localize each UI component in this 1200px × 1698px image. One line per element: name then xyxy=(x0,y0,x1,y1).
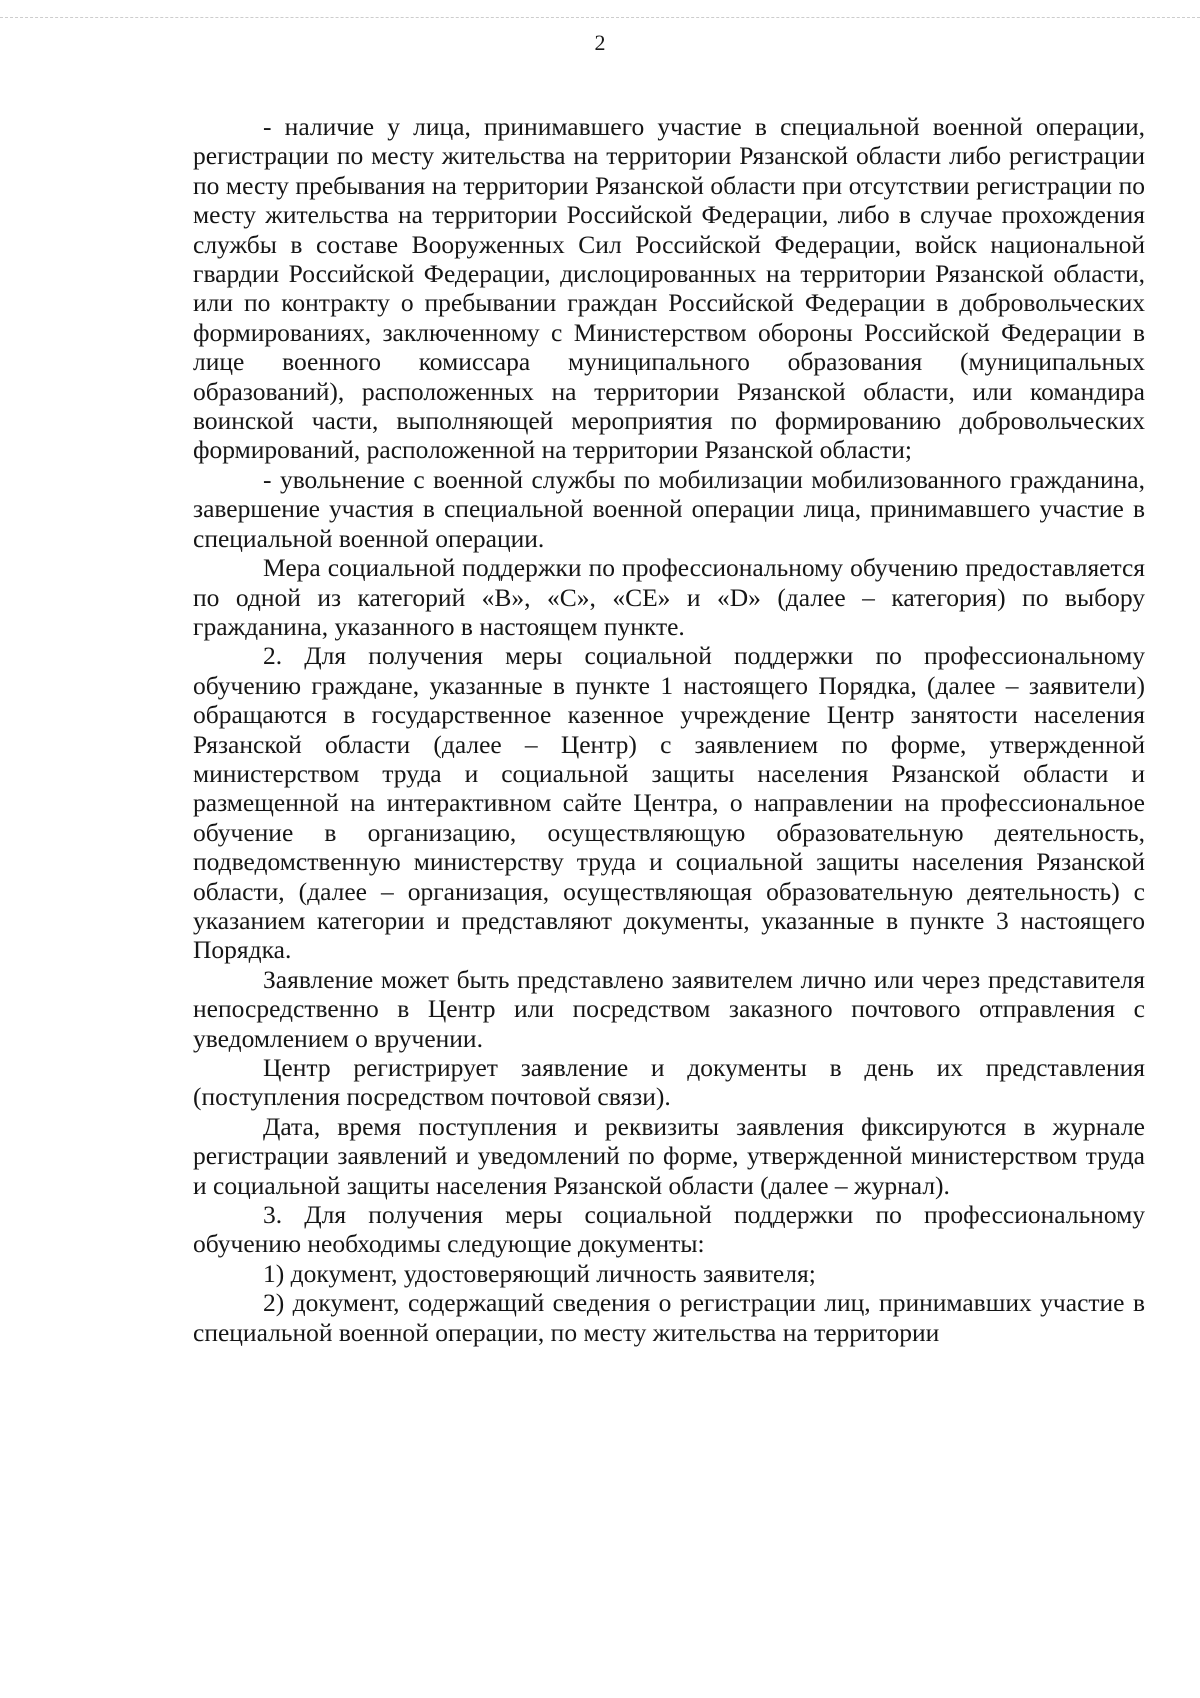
paragraph-journal-record: Дата, время поступления и реквизиты заявления фиксируются в журнале регистрации заявлений и уведомлений по форме, утвержденной министерством труда и социальной защиты населения Рязанской области (далее – журнал). xyxy=(193,1111,1145,1200)
paragraph-doc-1-identity: 1) документ, удостоверяющий личность заявителя; xyxy=(263,1258,816,1288)
paragraph-item-3-documents: 3. Для получения меры социальной поддержки по профессиональному обучению необходимы следующие документы: xyxy=(193,1200,1145,1259)
paragraph-doc-2-registration: 2) документ, содержащий сведения о регистрации лиц, принимавших участие в специальной военной операции, по месту жительства на территории xyxy=(193,1288,1145,1347)
page-number: 2 xyxy=(594,30,606,55)
paragraph-residence-condition: - наличие у лица, принимавшего участие в специальной военной операции, регистрации по месту жительства на территории Рязанской области либо регистрации по месту пребывания на территории Рязанской области при отсутствии регистрации по месту жительства на территории Российской Федерации, либо в случае прохождения службы в составе Вооруженных Сил Российской Федерации, войск национальной гвардии Российской Федерации, дислоцированных на территории Рязанской области, или по контракту о пребывании граждан Российской Федерации в добровольческих формированиях, заключенному с Министерством обороны Российской Федерации в лице военного комиссара муниципального образования (муниципальных образований), расположенных на территории Рязанской области, или командира воинской части, выполняющей мероприятия по формированию добровольческих формирований, расположенной на территории Рязанской области; xyxy=(193,112,1145,465)
paragraph-license-categories: Мера социальной поддержки по профессиональному обучению предоставляется по одной из категорий «В», «С», «СЕ» и «D» (далее – категория) по выбору гражданина, указанного в настоящем пункте. xyxy=(193,553,1145,641)
paragraph-item-2-application: 2. Для получения меры социальной поддержки по профессиональному обучению граждане, указанные в пункте 1 настоящего Порядка, (далее – заявители) обращаются в государственное казенное учреждение Центр занятости населения Рязанской области (далее – Центр) с заявлением по форме, утвержденной министерством труда и социальной защиты населения Рязанской области и размещенной на интерактивном сайте Центра, о направлении на профессиональное обучение в организацию, осуществляющую образовательную деятельность, подведомственную министерству труда и социальной защиты населения Рязанской области, (далее – организация, осуществляющая образовательную деятельность) с указанием категории и представляют документы, указанные в пункте 3 настоящего Порядка. xyxy=(193,641,1145,965)
paragraph-submission-method: Заявление может быть представлено заявителем лично или через представителя непосредственно в Центр или посредством заказного почтового отправления с уведомлением о вручении. xyxy=(193,964,1145,1053)
scan-artifact-line xyxy=(0,17,1200,18)
paragraph-discharge-condition: - увольнение с военной службы по мобилизации мобилизованного гражданина, завершение участия в специальной военной операции лица, принимавшего участие в специальной военной операции. xyxy=(193,464,1145,553)
paragraph-registration-day: Центр регистрирует заявление и документы в день их представления (поступления посредством почтовой связи). xyxy=(193,1053,1145,1112)
document-body xyxy=(193,112,1145,1347)
